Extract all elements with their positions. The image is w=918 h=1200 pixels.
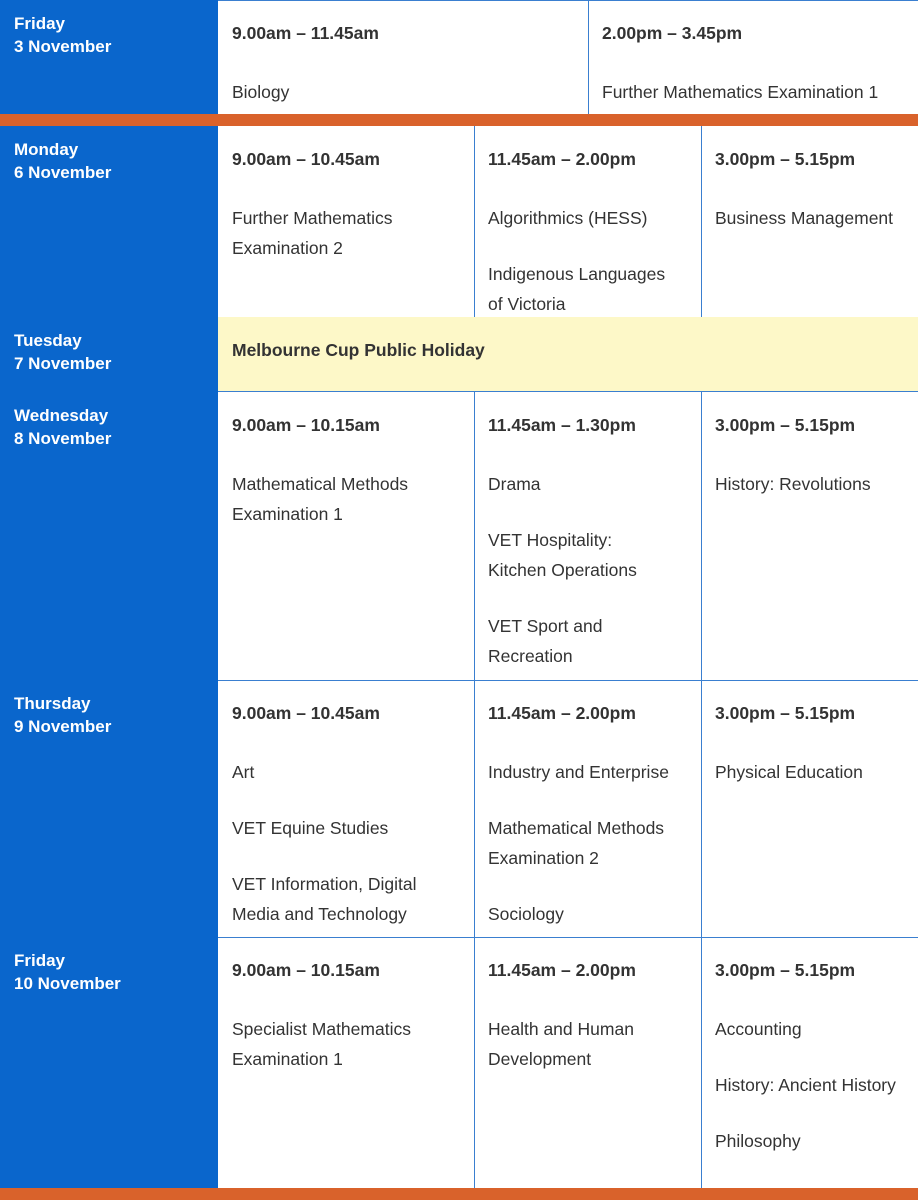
- session-time: 9.00am – 10.45am: [232, 703, 380, 723]
- subject-name: Business Management: [715, 208, 894, 228]
- session-cell: [474, 392, 701, 680]
- session-cell: [474, 937, 701, 1188]
- day-label: [0, 317, 218, 392]
- subject-name: Further Mathematics Examination 1: [602, 82, 879, 102]
- column-divider: [474, 937, 475, 1188]
- day-date: 7 November: [14, 354, 112, 373]
- subject-name: VET Information, Digital Media and Technology: [232, 874, 417, 924]
- day-label: [0, 0, 218, 114]
- day-label: [0, 126, 218, 317]
- day-name: Wednesday: [14, 406, 109, 425]
- day-label: [0, 937, 218, 1188]
- session-cell: [588, 0, 918, 114]
- subject-name: Further Mathematics Examination 2: [232, 208, 393, 258]
- session-time: 11.45am – 2.00pm: [488, 149, 636, 169]
- column-divider: [588, 0, 589, 114]
- day-name: Friday: [14, 951, 66, 970]
- subject-name: Mathematical Methods Examination 1: [232, 474, 409, 524]
- day-name: Friday: [14, 14, 66, 33]
- session-cell: [218, 126, 474, 317]
- session-cell: [474, 126, 701, 317]
- session-time: 9.00am – 10.15am: [232, 960, 380, 980]
- session-time: 11.45am – 1.30pm: [488, 415, 636, 435]
- day-row: [0, 392, 918, 680]
- day-row: [0, 937, 918, 1188]
- subject-name: Algorithmics (HESS): [488, 208, 648, 228]
- column-divider: [474, 392, 475, 680]
- orange-rule: [0, 1188, 918, 1200]
- session-time: 11.45am – 2.00pm: [488, 960, 636, 980]
- subject-name: Sociology: [488, 904, 564, 924]
- day-date: 8 November: [14, 429, 112, 448]
- subject-name: VET Equine Studies: [232, 818, 389, 838]
- subject-name: History: Revolutions: [715, 474, 871, 494]
- day-date: 3 November: [14, 37, 112, 56]
- day-name: Monday: [14, 140, 79, 159]
- subject-name: Biology: [232, 82, 290, 102]
- day-row: [0, 0, 918, 114]
- session-cell: [218, 680, 474, 937]
- subject-name: VET Sport and Recreation: [488, 616, 603, 666]
- session-time: 3.00pm – 5.15pm: [715, 960, 856, 980]
- row-divider: [218, 937, 918, 938]
- subject-name: VET Hospitality: Kitchen Operations: [488, 530, 637, 580]
- row-divider: [218, 391, 918, 392]
- session-cell: [701, 126, 918, 317]
- day-name: Thursday: [14, 694, 91, 713]
- session-cell: [218, 937, 474, 1188]
- subject-name: History: Ancient History: [715, 1075, 896, 1095]
- subject-name: Health and Human Development: [488, 1019, 634, 1069]
- day-row: [0, 680, 918, 937]
- session-time: 3.00pm – 5.15pm: [715, 149, 856, 169]
- day-date: 6 November: [14, 163, 112, 182]
- session-cell: [701, 937, 918, 1188]
- subject-name: Mathematical Methods Examination 2: [488, 818, 665, 868]
- subject-name: Physical Education: [715, 762, 863, 782]
- session-time: 9.00am – 10.45am: [232, 149, 380, 169]
- session-cell: [474, 680, 701, 937]
- row-divider: [218, 680, 918, 681]
- day-row: [0, 126, 918, 317]
- session-cell: [701, 680, 918, 937]
- column-divider: [701, 392, 702, 680]
- session-time: 3.00pm – 5.15pm: [715, 703, 856, 723]
- day-date: 9 November: [14, 717, 112, 736]
- session-time: 9.00am – 10.15am: [232, 415, 380, 435]
- day-date: 10 November: [14, 974, 121, 993]
- session-time: 2.00pm – 3.45pm: [602, 23, 743, 43]
- row-divider: [218, 0, 918, 1]
- subject-name: Industry and Enterprise: [488, 762, 669, 782]
- subject-name: Philosophy: [715, 1131, 801, 1151]
- subject-name: Indigenous Languages of Victoria: [488, 264, 666, 314]
- column-divider: [701, 126, 702, 317]
- session-time: 9.00am – 11.45am: [232, 23, 379, 43]
- session-cell: [701, 392, 918, 680]
- day-label: [0, 680, 218, 937]
- column-divider: [701, 937, 702, 1188]
- subject-name: Drama: [488, 474, 541, 494]
- column-divider: [701, 680, 702, 937]
- day-name: Tuesday: [14, 331, 82, 350]
- session-time: 11.45am – 2.00pm: [488, 703, 636, 723]
- subject-name: Specialist Mathematics Examination 1: [232, 1019, 411, 1069]
- column-divider: [474, 126, 475, 317]
- day-row: [0, 317, 918, 392]
- session-time: 3.00pm – 5.15pm: [715, 415, 856, 435]
- orange-rule: [0, 114, 918, 126]
- subject-name: Art: [232, 762, 255, 782]
- day-label: [0, 392, 218, 680]
- session-cell: [218, 392, 474, 680]
- column-divider: [474, 680, 475, 937]
- subject-name: Accounting: [715, 1019, 802, 1039]
- session-cell: [218, 0, 588, 114]
- holiday-banner: Melbourne Cup Public Holiday: [218, 317, 918, 392]
